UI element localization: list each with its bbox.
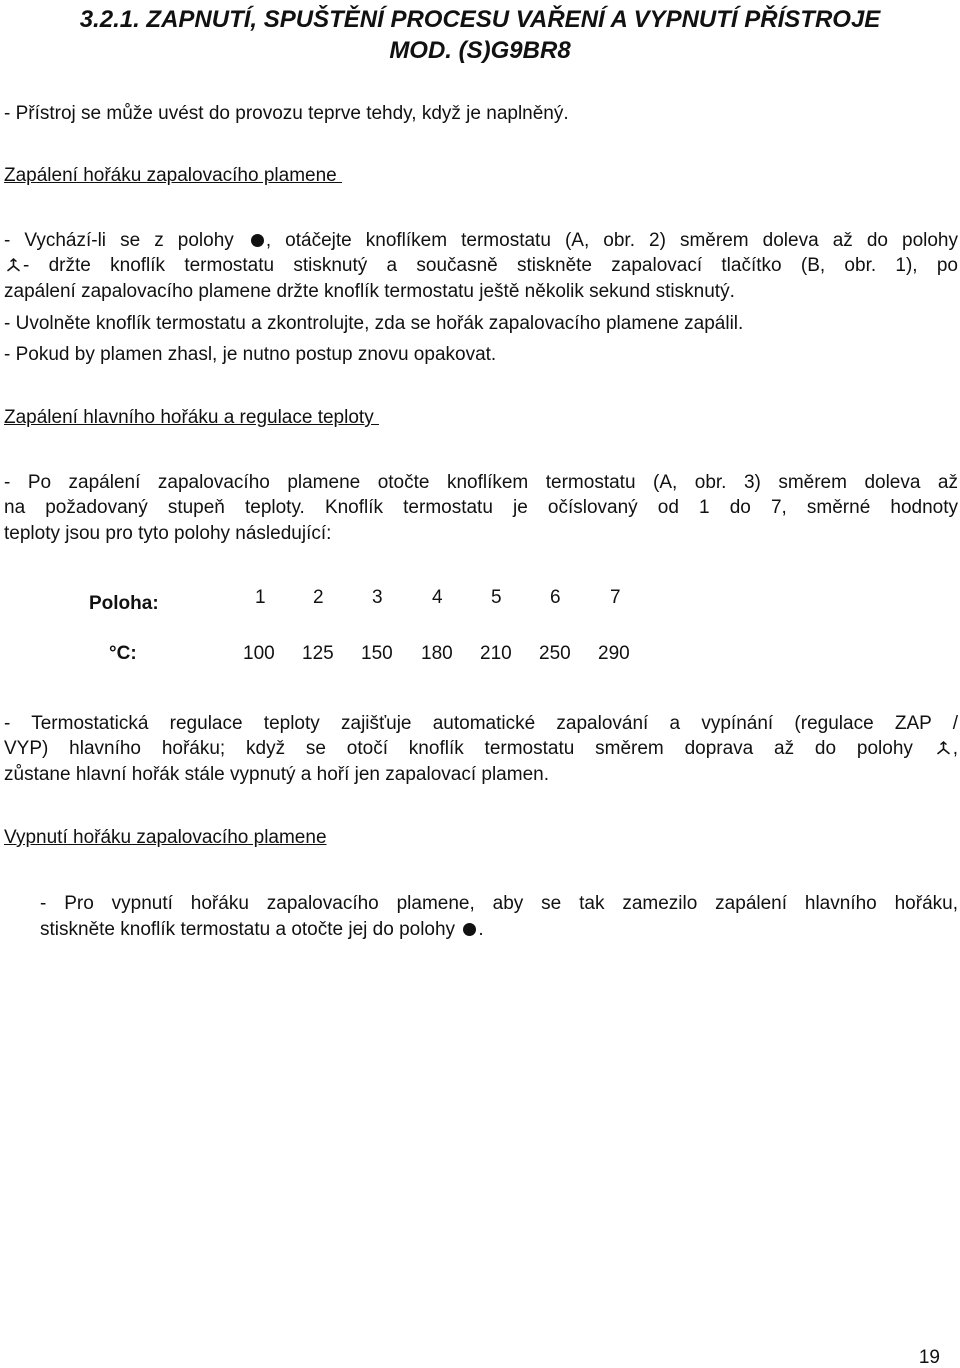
pilot-step-2: - Uvolněte knoflík termostatu a zkontrolujte, zda se hořák zapalovacího plamene zapálil. [4, 313, 744, 334]
thermostat-line-2-text: VYP) hlavního hořáku; když se otočí knoflík termostatu směrem doprava až do polohy [4, 738, 913, 759]
pilot-step-3: - Pokud by plamen zhasl, je nutno postup znovu opakovat. [4, 344, 497, 365]
table-cell-temperature: 290 [598, 643, 630, 664]
thermostat-line-2 [4, 736, 958, 761]
thermostat-line-1: - Termostatická regulace teploty zajišťuje automatické zapalování a vypínání (regulace ZAP / [4, 713, 958, 734]
table-cell-position: 3 [372, 587, 383, 608]
filled-dot-icon [463, 923, 476, 936]
pilot-step-1-line-2 [4, 253, 958, 278]
pilot-off-line-2-period: . [478, 919, 484, 940]
table-cell-position: 1 [255, 587, 266, 608]
table-cell-position: 7 [610, 587, 621, 608]
pilot-off-line-1: - Pro vypnutí hořáku zapalovacího plamene, aby se tak zamezilo zapálení hlavního hořáku, [40, 893, 958, 914]
pilot-flame-icon [936, 741, 951, 755]
table-label-position: Poloha: [89, 593, 159, 614]
table-cell-temperature: 180 [421, 643, 453, 664]
pilot-off-line-2 [40, 917, 484, 942]
table-label-temperature: °C: [109, 643, 137, 664]
pilot-step-1-text-b: , otáčejte knoflíkem termostatu (A, obr. 2) směrem doleva až do polohy [265, 230, 958, 251]
pilot-step-1-line-3: zapálení zapalovacího plamene držte knoflík termostatu ještě několik sekund stisknutý. [4, 281, 735, 302]
main-burner-line-2: na požadovaný stupeň teploty. Knoflík termostatu je očíslovaný od 1 do 7, směrné hodnoty [4, 497, 958, 518]
section-title-line-2: MOD. (S)G9BR8 [389, 37, 571, 64]
heading-main-burner: Zapálení hlavního hořáku a regulace teploty [4, 407, 379, 428]
table-cell-position: 4 [432, 587, 443, 608]
pilot-flame-icon [6, 258, 21, 272]
table-cell-temperature: 125 [302, 643, 334, 664]
table-cell-position: 5 [491, 587, 502, 608]
pilot-step-1-line-1 [4, 228, 958, 253]
section-title-line-1: 3.2.1. ZAPNUTÍ, SPUŠTĚNÍ PROCESU VAŘENÍ A VYPNUTÍ PŘÍSTROJE [79, 6, 881, 33]
filled-dot-icon [251, 234, 264, 247]
main-burner-line-3: teploty jsou pro tyto polohy následující: [4, 523, 332, 544]
thermostat-line-2-comma: , [952, 738, 958, 759]
pilot-step-1-text-c: - držte knoflík termostatu stisknutý a současně stiskněte zapalovací tlačítko (B, obr. 1), po [23, 255, 958, 276]
table-cell-temperature: 150 [361, 643, 393, 664]
table-cell-temperature: 250 [539, 643, 571, 664]
main-burner-line-1: - Po zapálení zapalovacího plamene otočte knoflíkem termostatu (A, obr. 3) směrem doleva až [4, 472, 958, 493]
table-cell-temperature: 210 [480, 643, 512, 664]
table-cell-position: 6 [550, 587, 561, 608]
pilot-off-line-2-text: stiskněte knoflík termostatu a otočte jej do polohy [40, 919, 456, 940]
pilot-step-1-text-a: - Vychází-li se z polohy [4, 230, 248, 251]
section-title [4, 4, 956, 66]
table-cell-temperature: 100 [243, 643, 275, 664]
heading-pilot-ignition: Zapálení hořáku zapalovacího plamene [4, 165, 343, 186]
heading-pilot-off: Vypnutí hořáku zapalovacího plamene [4, 827, 327, 848]
thermostat-line-3: zůstane hlavní hořák stále vypnutý a hoří jen zapalovací plamen. [4, 764, 549, 785]
page-number: 19 [918, 1347, 940, 1368]
table-cell-position: 2 [313, 587, 324, 608]
thermostat-line-2-end [934, 738, 958, 759]
intro-text: - Přístroj se může uvést do provozu teprve tehdy, když je naplněný. [4, 103, 569, 124]
